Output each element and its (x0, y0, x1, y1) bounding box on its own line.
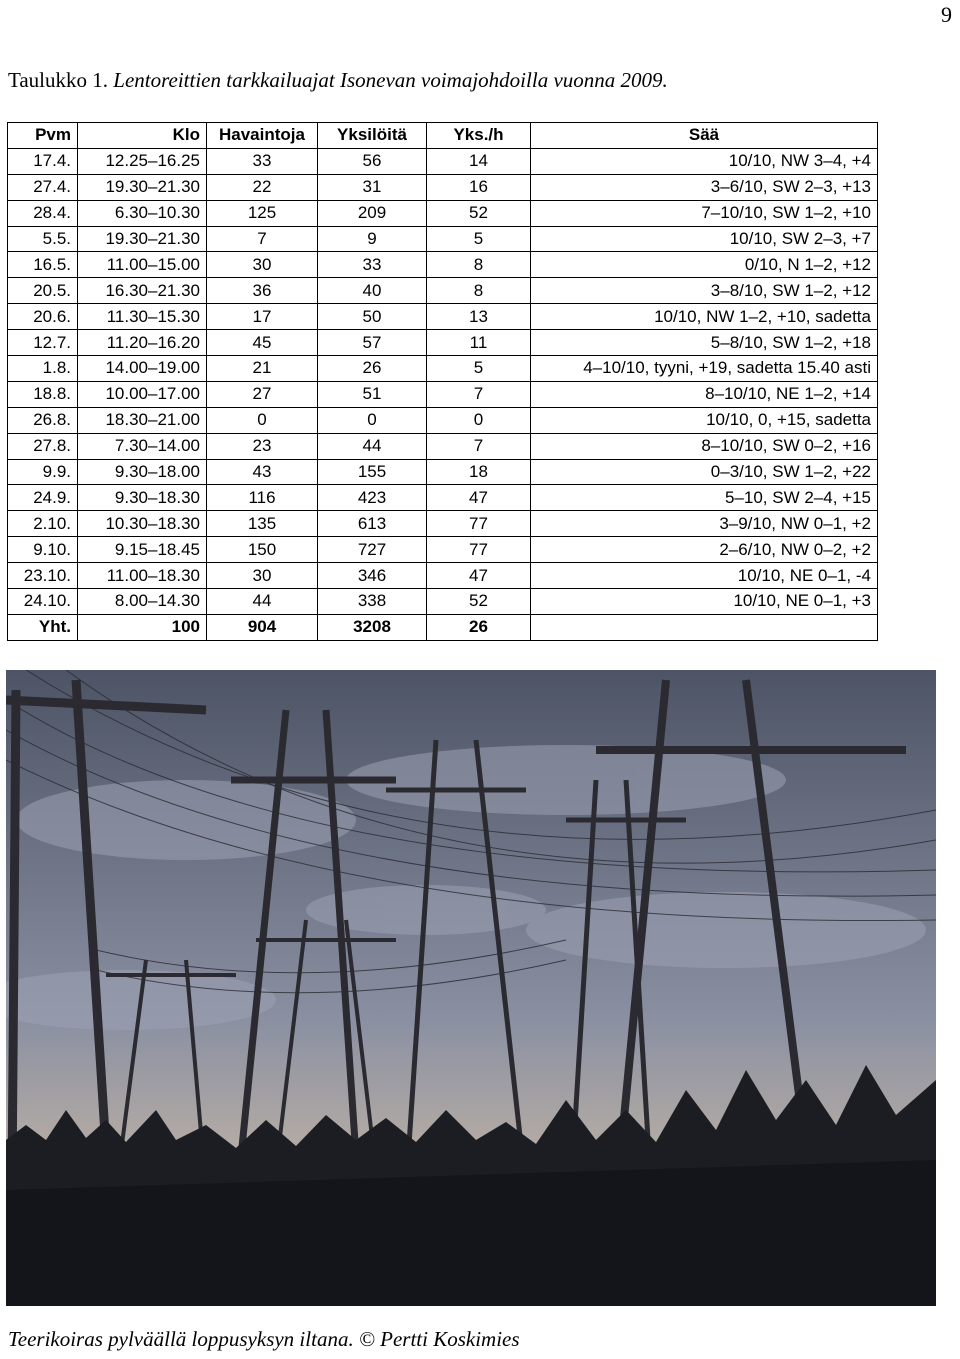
cell-pvm: 26.8. (8, 407, 78, 433)
cell-yks-per-h: 7 (427, 381, 531, 407)
cell-saa: 8–10/10, SW 0–2, +16 (531, 433, 878, 459)
cell-yksiloita: 346 (318, 563, 427, 589)
cell-yks-per-h: 5 (427, 356, 531, 382)
cell-saa: 10/10, NW 1–2, +10, sadetta (531, 304, 878, 330)
cell-havaintoja: 45 (207, 330, 318, 356)
table-row (8, 174, 878, 200)
header-saa: Sää (531, 123, 878, 149)
cell-pvm: 2.10. (8, 511, 78, 537)
table-row (8, 252, 878, 278)
table-caption-label: Taulukko 1. (8, 68, 109, 92)
cell-havaintoja: 33 (207, 148, 318, 174)
cell-pvm: 1.8. (8, 356, 78, 382)
cell-pvm: 9.10. (8, 537, 78, 563)
table-row (8, 148, 878, 174)
cell-pvm: 9.9. (8, 459, 78, 485)
cell-saa: 10/10, NE 0–1, -4 (531, 563, 878, 589)
cell-saa: 3–9/10, NW 0–1, +2 (531, 511, 878, 537)
cell-saa: 3–6/10, SW 2–3, +13 (531, 174, 878, 200)
cell-yks-per-h: 8 (427, 252, 531, 278)
cell-klo: 18.30–21.00 (78, 407, 207, 433)
cell-klo: 9.15–18.45 (78, 537, 207, 563)
cell-klo: 12.25–16.25 (78, 148, 207, 174)
cell-pvm: 24.9. (8, 485, 78, 511)
cell-yksiloita: 44 (318, 433, 427, 459)
cell-yksiloita: 423 (318, 485, 427, 511)
cell-klo: 16.30–21.30 (78, 278, 207, 304)
cell-klo: 7.30–14.00 (78, 433, 207, 459)
cell-yksiloita: 50 (318, 304, 427, 330)
cell-saa: 0–3/10, SW 1–2, +22 (531, 459, 878, 485)
table-row (8, 563, 878, 589)
table-row (8, 407, 878, 433)
table-row (8, 589, 878, 615)
cell-klo: 6.30–10.30 (78, 200, 207, 226)
table-row (8, 381, 878, 407)
cell-klo: 11.00–18.30 (78, 563, 207, 589)
cell-yks-per-h: 77 (427, 511, 531, 537)
cell-yks-per-h: 8 (427, 278, 531, 304)
table-caption (8, 68, 668, 93)
table-row (8, 485, 878, 511)
header-klo: Klo (78, 123, 207, 149)
cell-pvm: 20.5. (8, 278, 78, 304)
cell-havaintoja: 17 (207, 304, 318, 330)
cell-pvm: 5.5. (8, 226, 78, 252)
table-row (8, 200, 878, 226)
table-header-row (8, 123, 878, 149)
cell-yks-per-h: 13 (427, 304, 531, 330)
cell-klo: 11.20–16.20 (78, 330, 207, 356)
cell-pvm: 27.4. (8, 174, 78, 200)
cell-yks-per-h: 5 (427, 226, 531, 252)
cell-yks-per-h: 16 (427, 174, 531, 200)
cell-pvm: 27.8. (8, 433, 78, 459)
header-pvm: Pvm (8, 123, 78, 149)
page-number: 9 (941, 2, 952, 27)
cell-saa: 10/10, SW 2–3, +7 (531, 226, 878, 252)
cell-yks-per-h: 0 (427, 407, 531, 433)
cell-saa: 2–6/10, NW 0–2, +2 (531, 537, 878, 563)
cell-havaintoja: 150 (207, 537, 318, 563)
table-caption-text: Lentoreittien tarkkailuajat Isonevan voimajohdoilla vuonna 2009. (113, 68, 668, 92)
header-yks-per-h: Yks./h (427, 123, 531, 149)
photo-caption: Teerikoiras pylväällä loppusyksyn iltana. © Pertti Koskimies (8, 1327, 520, 1351)
cell-havaintoja: 21 (207, 356, 318, 382)
cell-klo: 9.30–18.30 (78, 485, 207, 511)
cell-klo: 19.30–21.30 (78, 226, 207, 252)
table-total-row (8, 614, 878, 640)
table-body (8, 148, 878, 640)
cell-yksiloita: 209 (318, 200, 427, 226)
cell-pvm: 18.8. (8, 381, 78, 407)
cell-pvm: 17.4. (8, 148, 78, 174)
table-row (8, 278, 878, 304)
photo-power-lines (6, 670, 936, 1306)
cell-yks-per-h: 14 (427, 148, 531, 174)
table-row (8, 433, 878, 459)
cell-saa: 3–8/10, SW 1–2, +12 (531, 278, 878, 304)
table-row (8, 330, 878, 356)
cell-havaintoja: 116 (207, 485, 318, 511)
cell-havaintoja: 30 (207, 252, 318, 278)
total-havaintoja: 904 (207, 614, 318, 640)
cell-saa: 10/10, NW 3–4, +4 (531, 148, 878, 174)
total-saa (531, 614, 878, 640)
cell-yksiloita: 9 (318, 226, 427, 252)
cell-yksiloita: 56 (318, 148, 427, 174)
cell-pvm: 28.4. (8, 200, 78, 226)
cell-yksiloita: 155 (318, 459, 427, 485)
table-row (8, 356, 878, 382)
cell-saa: 0/10, N 1–2, +12 (531, 252, 878, 278)
cell-yksiloita: 26 (318, 356, 427, 382)
observation-table (7, 122, 878, 641)
cell-yksiloita: 33 (318, 252, 427, 278)
cell-yks-per-h: 47 (427, 563, 531, 589)
cell-yksiloita: 613 (318, 511, 427, 537)
cell-yks-per-h: 18 (427, 459, 531, 485)
cell-yksiloita: 57 (318, 330, 427, 356)
cell-havaintoja: 7 (207, 226, 318, 252)
cell-yksiloita: 338 (318, 589, 427, 615)
cell-saa: 7–10/10, SW 1–2, +10 (531, 200, 878, 226)
cell-havaintoja: 36 (207, 278, 318, 304)
cell-havaintoja: 30 (207, 563, 318, 589)
cell-yksiloita: 727 (318, 537, 427, 563)
header-yksiloita: Yksilöitä (318, 123, 427, 149)
table-row (8, 459, 878, 485)
cell-yks-per-h: 77 (427, 537, 531, 563)
cell-klo: 19.30–21.30 (78, 174, 207, 200)
cell-pvm: 12.7. (8, 330, 78, 356)
cell-yks-per-h: 7 (427, 433, 531, 459)
cell-klo: 14.00–19.00 (78, 356, 207, 382)
cell-pvm: 24.10. (8, 589, 78, 615)
cell-klo: 11.30–15.30 (78, 304, 207, 330)
cell-yksiloita: 0 (318, 407, 427, 433)
cell-klo: 11.00–15.00 (78, 252, 207, 278)
cell-saa: 8–10/10, NE 1–2, +14 (531, 381, 878, 407)
cell-havaintoja: 0 (207, 407, 318, 433)
total-pvm: Yht. (8, 614, 78, 640)
cell-saa: 10/10, NE 0–1, +3 (531, 589, 878, 615)
cell-havaintoja: 125 (207, 200, 318, 226)
cell-havaintoja: 135 (207, 511, 318, 537)
table-row (8, 304, 878, 330)
cell-havaintoja: 27 (207, 381, 318, 407)
total-yksiloita: 3208 (318, 614, 427, 640)
cell-yksiloita: 31 (318, 174, 427, 200)
cell-saa: 4–10/10, tyyni, +19, sadetta 15.40 asti (531, 356, 878, 382)
cell-havaintoja: 44 (207, 589, 318, 615)
cell-saa: 5–10, SW 2–4, +15 (531, 485, 878, 511)
cell-saa: 10/10, 0, +15, sadetta (531, 407, 878, 433)
table-row (8, 537, 878, 563)
cell-yks-per-h: 52 (427, 200, 531, 226)
cell-yksiloita: 40 (318, 278, 427, 304)
cell-havaintoja: 43 (207, 459, 318, 485)
cell-yks-per-h: 11 (427, 330, 531, 356)
total-yks-per-h: 26 (427, 614, 531, 640)
cell-yks-per-h: 52 (427, 589, 531, 615)
cell-havaintoja: 22 (207, 174, 318, 200)
cell-yks-per-h: 47 (427, 485, 531, 511)
cell-pvm: 20.6. (8, 304, 78, 330)
cell-klo: 10.30–18.30 (78, 511, 207, 537)
cell-klo: 8.00–14.30 (78, 589, 207, 615)
cell-yksiloita: 51 (318, 381, 427, 407)
cell-saa: 5–8/10, SW 1–2, +18 (531, 330, 878, 356)
cell-havaintoja: 23 (207, 433, 318, 459)
table-row (8, 511, 878, 537)
cell-klo: 10.00–17.00 (78, 381, 207, 407)
total-klo: 100 (78, 614, 207, 640)
table-row (8, 226, 878, 252)
cell-klo: 9.30–18.00 (78, 459, 207, 485)
cell-pvm: 23.10. (8, 563, 78, 589)
header-havaintoja: Havaintoja (207, 123, 318, 149)
cell-pvm: 16.5. (8, 252, 78, 278)
